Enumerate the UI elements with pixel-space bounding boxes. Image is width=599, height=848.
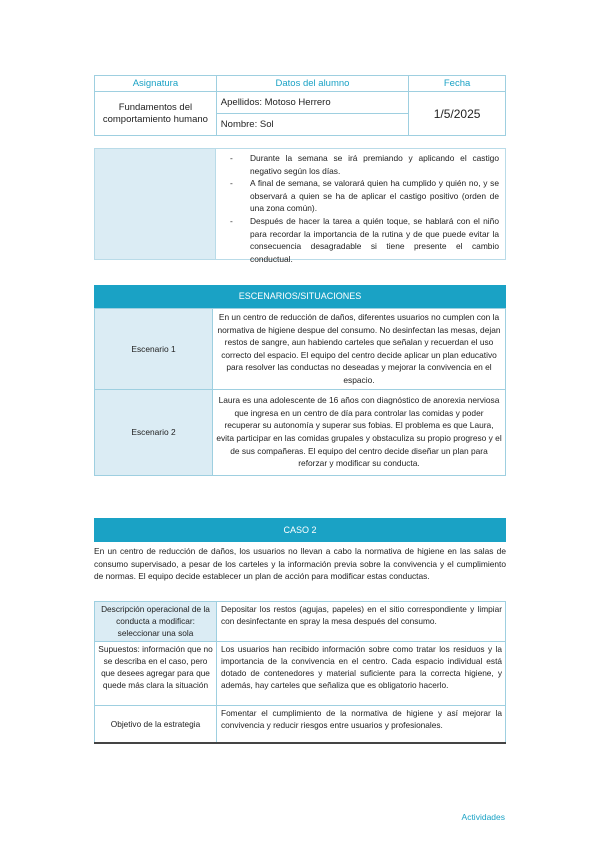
student-info-table [94, 75, 506, 136]
caso-row-label: Supuestos: información que no se describa en el caso, pero que desees agregar para que quede más clara la situación [95, 641, 217, 705]
strategy-steps-block [94, 148, 506, 264]
table-row [95, 705, 506, 743]
caso-row-label: Objetivo de la estrategia [95, 705, 217, 743]
list-item: - Durante la semana se irá premiando y aplicando el castigo negativo según los días. [230, 153, 499, 176]
caso-table [94, 601, 506, 744]
submission-date: 1/5/2025 [409, 92, 506, 136]
escenarios-title: ESCENARIOS/SITUACIONES [94, 285, 506, 308]
table-row [95, 602, 506, 642]
table-row [95, 641, 506, 705]
header-fecha: Fecha [409, 76, 506, 92]
caso-row-text: Los usuarios han recibido información sobre como tratar los residuos y la importancia de la convivencia en el centro. Cada espacio individual está dotado de contenedores y material suficiente para la correcta higiene, y además, hay carteles que señaliza que es obligatorio hacerlo. [217, 641, 506, 705]
strategy-steps-list [230, 152, 499, 265]
subject-name: Fundamentos del comportamiento humano [95, 92, 217, 136]
list-item: - A final de semana, se valorará quien ha cumplido y quién no, y se observará a quien se ha de aplicar el castigo positivo (orden de una zona común). [230, 178, 499, 214]
step-text: Después de hacer la tarea a quién toque, se hablará con el niño para recordar la importancia de la rutina y de que puede evitar la consecuencia desagradable si tiene presente el cambio conductual. [250, 215, 499, 264]
caso-row-text: Fomentar el cumplimiento de la normativa de higiene y así mejorar la convivencia y reducir riesgos entre usuarios y profesionales. [217, 705, 506, 743]
header-asignatura: Asignatura [95, 76, 217, 92]
list-item: - Después de hacer la tarea a quién toque, se hablará con el niño para recordar la importancia de la rutina y de que puede evitar la consecuencia desagradable si tiene presente el cambio conductual. [230, 215, 499, 264]
table-row [95, 389, 506, 475]
escenarios-table [94, 308, 506, 476]
escenario-text: En un centro de reducción de daños, diferentes usuarios no cumplen con la normativa de higiene despue del consumo. No desinfectan las mesas, dejan restos de sangre, aun habiendo carteles que señalan y recuerdan el uso correcto del espacio. El equipo del centro decide aplicar un plan educativo para resolver las conductas no deseadas y mejorar la convivencia en el espacio. [213, 309, 506, 390]
escenario-label: Escenario 2 [95, 389, 213, 475]
caso-row-text: Depositar los restos (agujas, papeles) en el sitio correspondiente y limpiar con desinfectante en spray la mesa después del consumo. [217, 602, 506, 642]
student-name: Nombre: Sol [216, 114, 408, 136]
escenario-label: Escenario 1 [95, 309, 213, 390]
caso-title: CASO 2 [94, 518, 506, 542]
step-text: Durante la semana se irá premiando y aplicando el castigo negativo según los días. [250, 153, 499, 176]
table-row [95, 309, 506, 390]
step-text: A final de semana, se valorará quien ha cumplido y quién no, y se observará a quien se ha de aplicar el castigo positivo (orden de una zona común). [250, 178, 499, 214]
escenario-text: Laura es una adolescente de 16 años con diagnóstico de anorexia nerviosa que ingresa en un centro de día para controlar las comidas y poder recuperar su autonomía y superar sus fobias. El problema es que Laura, evita participar en las comidas grupales y obstaculiza su propio progreso y el de sus compañeras. El equipo del centro decide diseñar un plan para reforzar y modificar su conducta. [213, 389, 506, 475]
strategy-steps-label-cell [94, 148, 216, 260]
student-surname: Apellidos: Motoso Herrero [216, 92, 408, 114]
caso-intro: En un centro de reducción de daños, los usuarios no llevan a cabo la normativa de higiene en las salas de consumo supervisado, a pesar de los carteles y la información previa sobre la convivencia y el cumplimiento de normas. El equipo decide establecer un plan de acción para modificar estas conductas. [94, 546, 506, 582]
strategy-steps-cell [216, 148, 506, 264]
header-datos-alumno: Datos del alumno [216, 76, 408, 92]
footer-label: Actividades [461, 812, 505, 822]
caso-row-label: Descripción operacional de la conducta a modificar: seleccionar una sola [95, 602, 217, 642]
